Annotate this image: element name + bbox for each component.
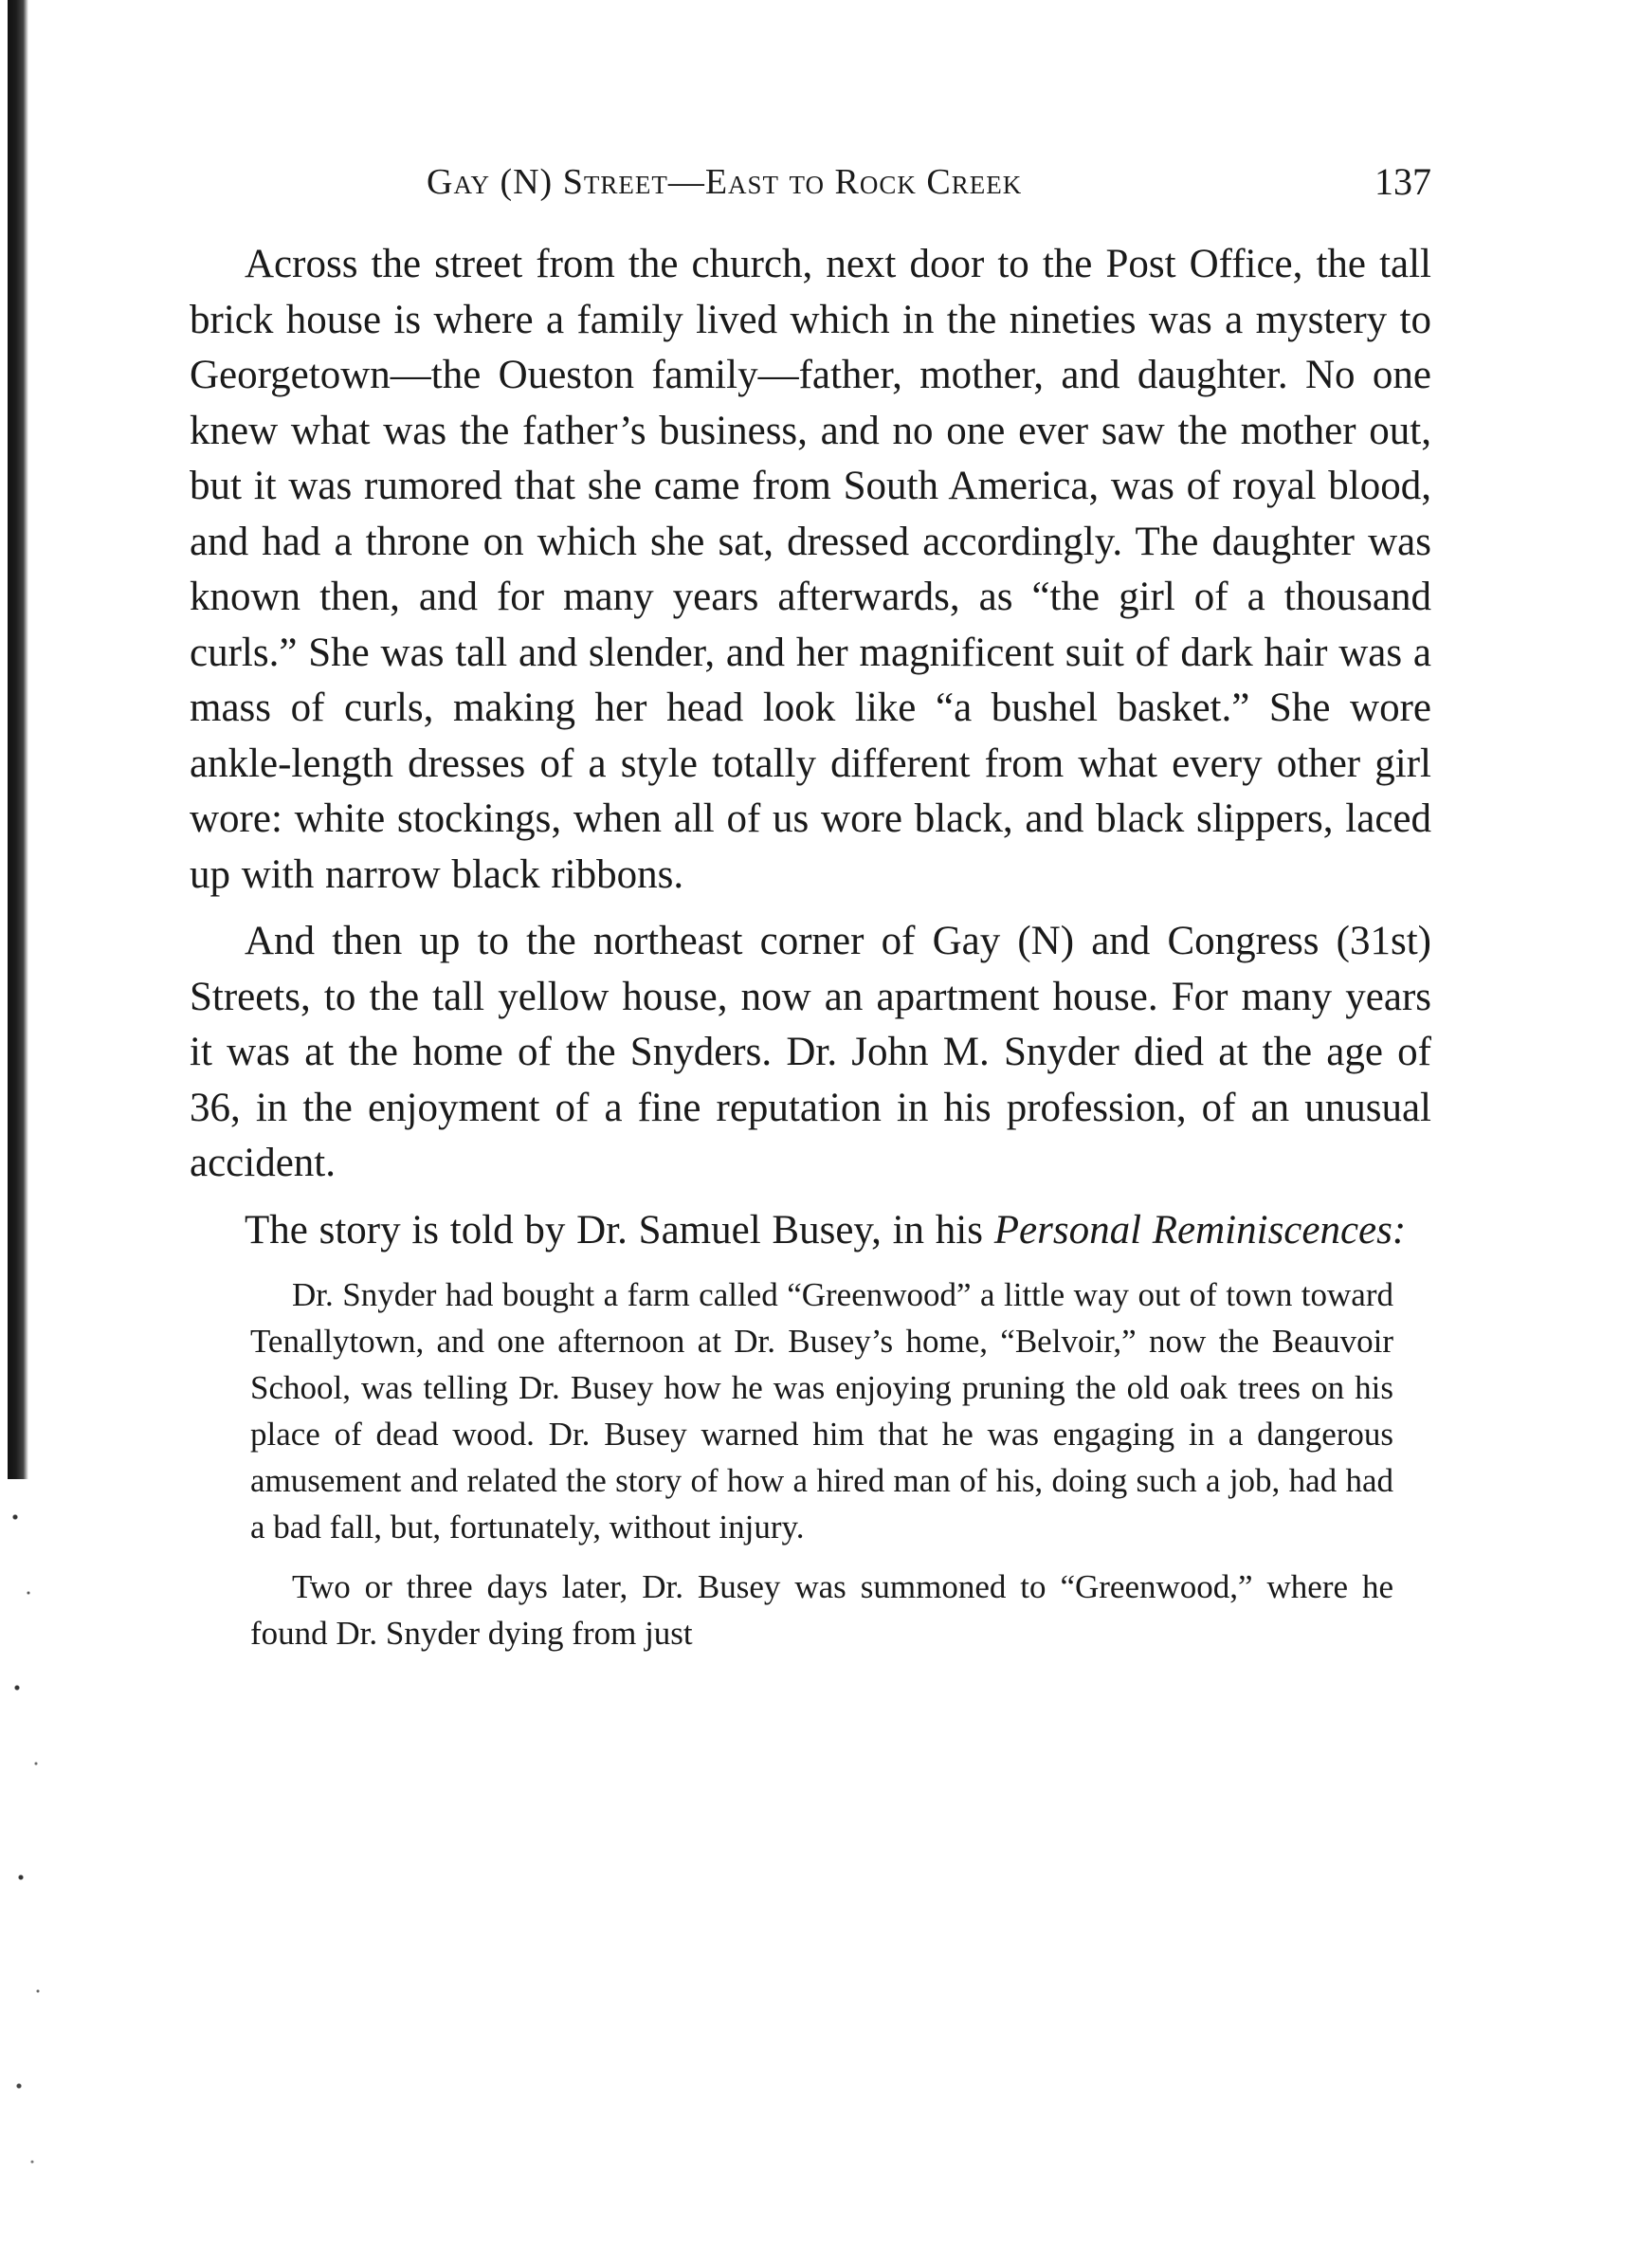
paragraph-snyder-house: And then up to the northeast corner of Gay (N) and Congress (31st) Streets, to the tall yellow house, now an apartment house. For many years it was at the home of the Snyders. Dr. John M. Snyder died at the age of 36, in the enjoyment of a fine reputation in his profession, of an unusual accident. (190, 919, 1431, 1185)
story-intro-text: The story is told by Dr. Samuel Busey, in his (245, 1207, 994, 1253)
paragraph-oueston-family: Across the street from the church, next door to the Post Office, the tall brick house is where a family lived which in the nineties was a mystery to Georgetown—the Oueston family—father, mother, and daughter. No one knew what was the father’s business, and no one ever saw the mother out, but it was rumored that she came from South America, was of royal blood, and had a throne on which she sat, dressed accordingly. The daughter was known then, and for many years afterwards, as “the girl of a thousand curls.” She was tall and slender, and her magnificent suit of dark hair was a mass of curls, making her head look like “a bushel basket.” She wore ankle-length dresses of a style totally different from what every other girl wore: white stockings, when all of us wore black, and black slippers, laced up with narrow black ribbons. (190, 242, 1431, 897)
page-number: 137 (1374, 160, 1431, 203)
paragraph-story-intro (190, 1203, 1431, 1259)
scan-specks (9, 1479, 47, 2200)
binding-shadow (8, 0, 28, 1479)
page-header (190, 152, 1431, 209)
quote-paragraph-greenwood: Dr. Snyder had bought a farm called “Greenwood” a little way out of town toward Tenallytown, and one afternoon at Dr. Busey’s home, “Belvoir,” now the Beauvoir School, was telling Dr. Busey how he was enjoying pruning the old oak trees on his place of dead wood. Dr. Busey warned him that he was engaging in a dangerous amusement and related the story of how a hired man of his, doing such a job, had had a bad fall, but, fortunately, without injury. (250, 1276, 1393, 1546)
quote-paragraph-summoned: Two or three days later, Dr. Busey was summoned to “Greenwood,” where he found Dr. Snyder dying from just (250, 1568, 1393, 1652)
page-body (190, 237, 1431, 1670)
block-quote (250, 1271, 1393, 1656)
running-head: Gay (N) Street—East to Rock Creek (427, 162, 1023, 202)
book-title: Personal Reminiscences: (993, 1207, 1407, 1253)
